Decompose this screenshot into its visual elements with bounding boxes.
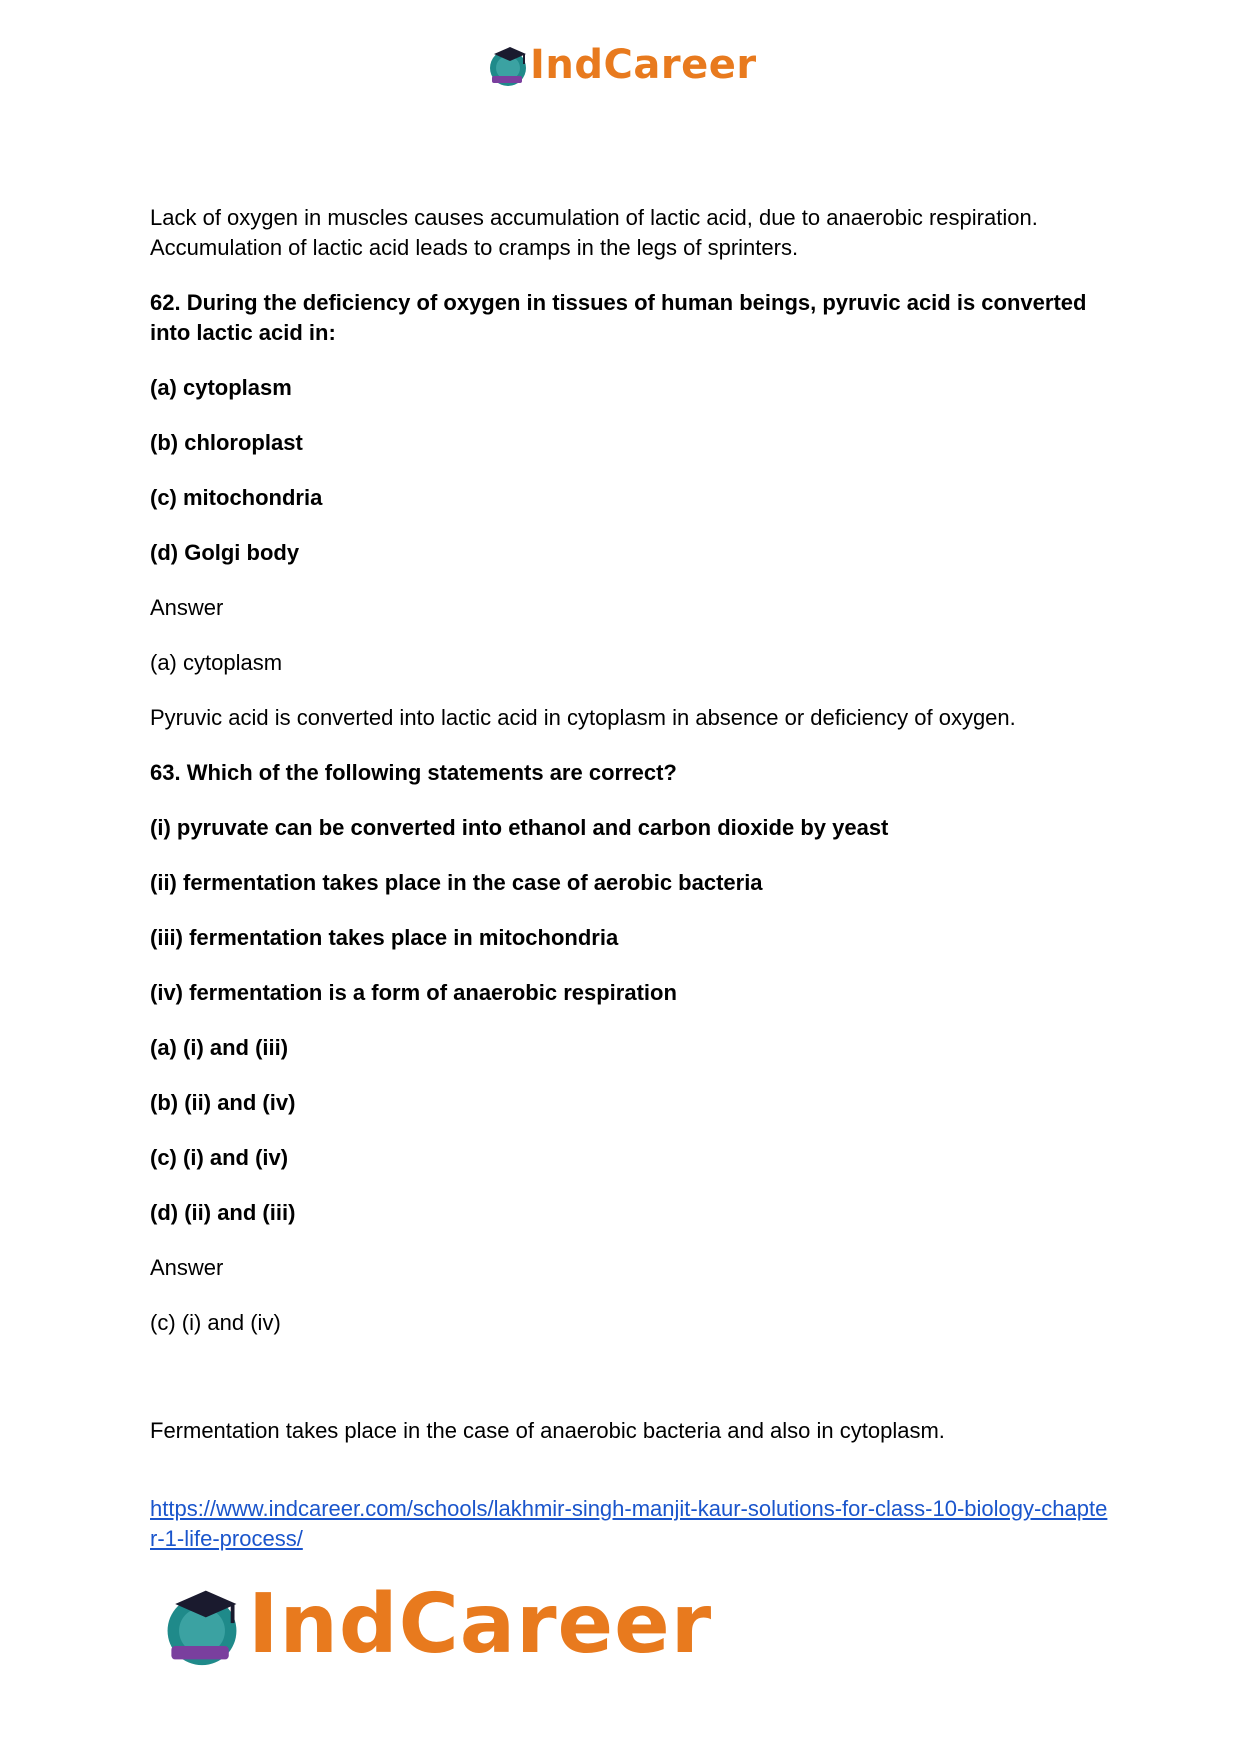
q62-option-c: (c) mitochondria (150, 485, 323, 510)
q63-statement-i: (i) pyruvate can be converted into ethanol and carbon dioxide by yeast (150, 815, 889, 840)
q63-option-a: (a) (i) and (iii) (150, 1035, 289, 1060)
source-link[interactable]: https://www.indcareer.com/schools/lakhmir-singh-manjit-kaur-solutions-for-class-10-biology-chapter-1-life-process/ (150, 1496, 1108, 1551)
spacer (150, 1363, 1110, 1416)
q63-explanation: Fermentation takes place in the case of anaerobic bacteria and also in cytoplasm. (150, 1418, 945, 1443)
q63-statement-iii: (iii) fermentation takes place in mitochondria (150, 925, 619, 950)
q63-answer: (c) (i) and (iv) (150, 1310, 281, 1335)
q63-statement-iv: (iv) fermentation is a form of anaerobic respiration (150, 980, 677, 1005)
globe-cap-icon (160, 1581, 244, 1669)
intro-paragraph: Lack of oxygen in muscles causes accumulation of lactic acid, due to anaerobic respiration. Accumulation of lactic acid leads to cramps in the legs of sprinters. (150, 205, 1038, 260)
q62-answer-label: Answer (150, 595, 224, 620)
q62-option-d: (d) Golgi body (150, 540, 300, 565)
logo-text: IndCareer (530, 42, 757, 88)
q62-explanation: Pyruvic acid is converted into lactic acid in cytoplasm in absence or deficiency of oxygen. (150, 705, 1016, 730)
question-63: 63. Which of the following statements are correct? (150, 760, 677, 785)
question-62: 62. During the deficiency of oxygen in tissues of human beings, pyruvic acid is converted into lactic acid in: (150, 290, 1087, 345)
document-body (150, 203, 1110, 1554)
logo-text: IndCareer (248, 1577, 713, 1672)
q62-option-b: (b) chloroplast (150, 430, 303, 455)
q62-answer: (a) cytoplasm (150, 650, 283, 675)
q63-answer-label: Answer (150, 1255, 224, 1280)
q62-option-a: (a) cytoplasm (150, 375, 292, 400)
globe-cap-icon (488, 42, 528, 88)
q63-statement-ii: (ii) fermentation takes place in the case of aerobic bacteria (150, 870, 763, 895)
q63-option-c: (c) (i) and (iv) (150, 1145, 289, 1170)
footer-logo (160, 1577, 713, 1672)
q63-option-d: (d) (ii) and (iii) (150, 1200, 296, 1225)
header-logo (488, 40, 757, 90)
q63-option-b: (b) (ii) and (iv) (150, 1090, 296, 1115)
